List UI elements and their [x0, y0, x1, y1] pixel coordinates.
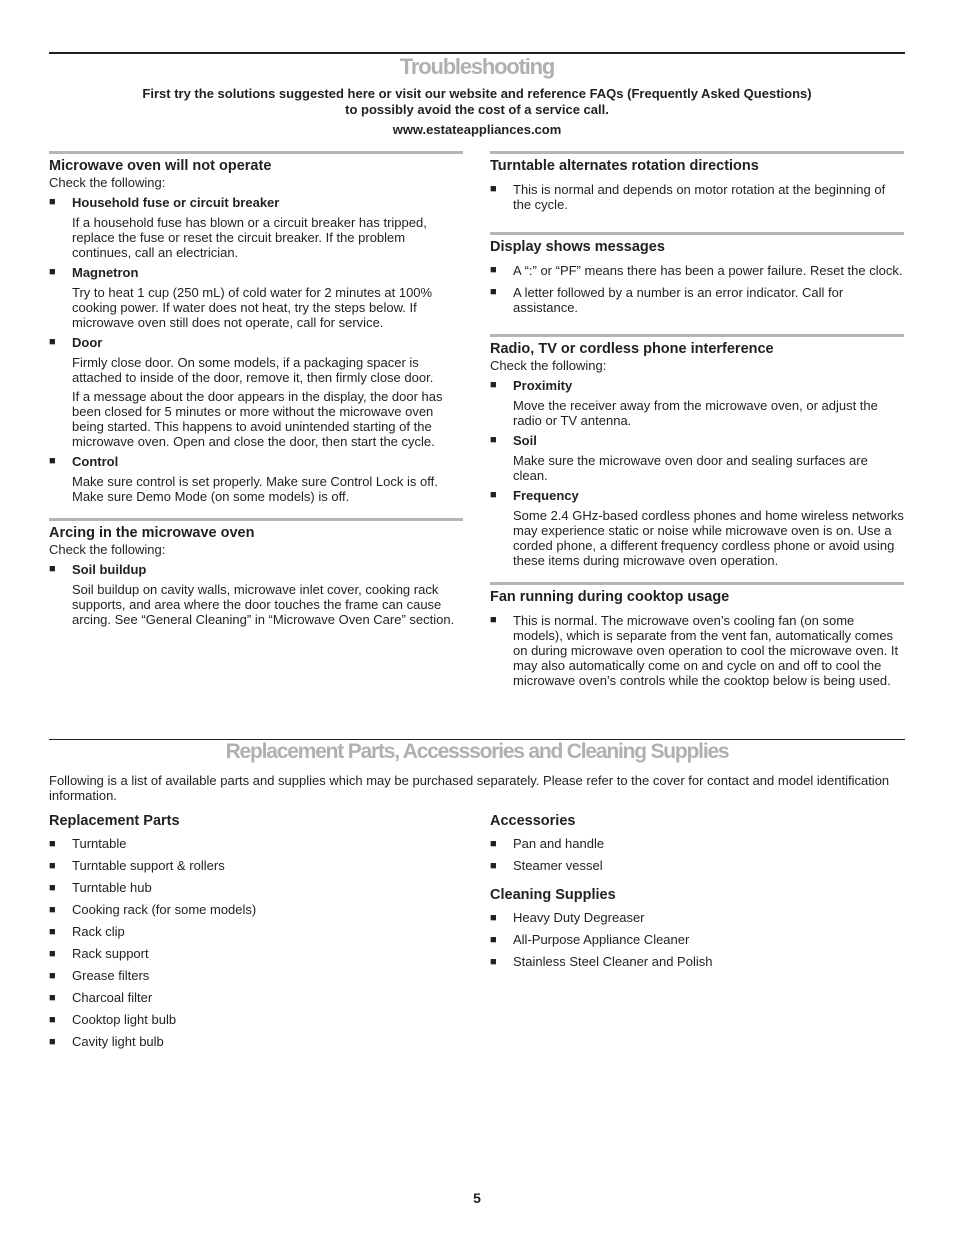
- replacement-parts-heading: Replacement Parts: [49, 813, 180, 829]
- item-text: A “:” or “PF” means there has been a power failure. Reset the clock.: [513, 263, 903, 278]
- bullet-icon: ■: [490, 934, 497, 946]
- item-title: Frequency: [513, 488, 579, 503]
- item-title: Soil: [513, 433, 537, 448]
- item-text: Turntable hub: [72, 880, 152, 895]
- troubleshooting-right-column: [490, 151, 904, 688]
- section-will-not-operate: [49, 151, 463, 504]
- bullet-icon: ■: [49, 266, 56, 278]
- item-body: Firmly close door. On some models, if a packaging spacer is attached to inside of the door, remove it, then firmly close door.: [72, 355, 434, 385]
- item-text: Stainless Steel Cleaner and Polish: [513, 954, 713, 969]
- page-number: 5: [473, 1190, 481, 1206]
- bullet-icon: ■: [49, 904, 56, 916]
- bullet-icon: ■: [49, 1014, 56, 1026]
- item-body: If a household fuse has blown or a circuit breaker has tripped, replace the fuse or reset the circuit breaker. If the problem continues, call an electrician.: [72, 215, 427, 260]
- item-text: Rack support: [72, 946, 149, 961]
- list-item: [49, 899, 463, 921]
- list-item: [49, 943, 463, 965]
- item-frequency: [490, 488, 904, 568]
- item-body: Make sure control is set properly. Make sure Control Lock is off. Make sure Demo Mode (on some models) is off.: [72, 474, 438, 504]
- item-door: [49, 335, 463, 449]
- bullet-icon: ■: [490, 860, 497, 872]
- check-the-following: Check the following:: [49, 175, 166, 190]
- troubleshooting-title: Troubleshooting: [399, 54, 555, 79]
- item-text: Turntable support & rollers: [72, 858, 225, 873]
- section-interference: [490, 334, 904, 568]
- replacement-parts-title: Replacement Parts, Accesssories and Cleaning Supplies: [225, 740, 729, 763]
- bullet-icon: ■: [49, 992, 56, 1004]
- item-text: This is normal and depends on motor rotation at the beginning of the cycle.: [513, 182, 886, 212]
- section-turntable-rotation: [490, 151, 904, 212]
- bullet-icon: ■: [49, 196, 56, 208]
- item-body-2: If a message about the door appears in the display, the door has been closed for 5 minutes or more without the microwave oven being started. This happens to avoid unintended starting of the microwave oven. Open and close the door, then start the cycle.: [72, 389, 443, 449]
- bullet-icon: ■: [490, 379, 497, 391]
- replacement-parts-column: [49, 812, 463, 1053]
- list-item: [490, 263, 904, 278]
- cleaning-supplies-list: [490, 907, 904, 973]
- replacement-parts-list: [49, 833, 463, 1053]
- bullet-icon: ■: [490, 489, 497, 501]
- list-item: [490, 613, 904, 688]
- bullet-icon: ■: [490, 614, 497, 626]
- item-title: Soil buildup: [72, 562, 147, 577]
- bullet-icon: ■: [49, 563, 56, 575]
- item-fuse-breaker: [49, 195, 463, 260]
- troubleshooting-intro-line-2: to possibly avoid the cost of a service call.: [345, 102, 609, 117]
- section-arcing: [49, 518, 463, 627]
- item-text: All-Purpose Appliance Cleaner: [513, 932, 690, 947]
- list-item: [49, 833, 463, 855]
- bullet-icon: ■: [490, 434, 497, 446]
- bullet-icon: ■: [490, 838, 497, 850]
- item-text: Charcoal filter: [72, 990, 153, 1005]
- bullet-icon: ■: [49, 926, 56, 938]
- section-fan-running: [490, 582, 904, 688]
- list-item: [490, 907, 904, 929]
- section-title: Radio, TV or cordless phone interference: [490, 341, 774, 357]
- accessories-heading: Accessories: [490, 813, 576, 829]
- item-text: Rack clip: [72, 924, 125, 939]
- item-title: Door: [72, 335, 103, 350]
- list-item: [49, 1009, 463, 1031]
- bullet-icon: ■: [49, 336, 56, 348]
- item-text: Cooking rack (for some models): [72, 902, 257, 917]
- item-text: Cooktop light bulb: [72, 1012, 177, 1027]
- troubleshooting-intro-line-1: First try the solutions suggested here or visit our website and reference FAQs (Frequently Asked Questions): [142, 86, 812, 101]
- bullet-icon: ■: [490, 912, 497, 924]
- bullet-icon: ■: [490, 956, 497, 968]
- accessories-cleaning-column: [490, 812, 904, 973]
- item-text: Cavity light bulb: [72, 1034, 164, 1049]
- item-magnetron: [49, 265, 463, 330]
- item-body: Soil buildup on cavity walls, microwave inlet cover, cooking rack supports, and area where the door touches the frame can cause arcing. See “General Cleaning” in “Microwave Oven Care” section.: [72, 582, 455, 627]
- item-title: Control: [72, 454, 119, 469]
- list-item: [490, 855, 904, 877]
- bullet-icon: ■: [49, 860, 56, 872]
- item-body: Move the receiver away from the microwave oven, or adjust the radio or TV antenna.: [513, 398, 878, 428]
- item-control: [49, 454, 463, 504]
- item-text: Pan and handle: [513, 836, 605, 851]
- section-title: Turntable alternates rotation directions: [490, 158, 759, 174]
- list-item: [49, 987, 463, 1009]
- bullet-icon: ■: [49, 948, 56, 960]
- bullet-icon: ■: [49, 1036, 56, 1048]
- website-url: www.estateappliances.com: [392, 122, 562, 137]
- list-item: [490, 929, 904, 951]
- item-body: Make sure the microwave oven door and sealing surfaces are clean.: [513, 453, 868, 483]
- list-item: [49, 855, 463, 877]
- bullet-icon: ■: [49, 882, 56, 894]
- item-title: Household fuse or circuit breaker: [72, 195, 280, 210]
- list-item: [49, 965, 463, 987]
- list-item: [490, 833, 904, 855]
- item-title: Magnetron: [72, 265, 139, 280]
- item-text: This is normal. The microwave oven’s cooling fan (on some models), which is separate from the vent fan, automatically comes on during microwave oven operation to cool the microwave oven. It may also automatically come on and cycle on and off to cool the microwave oven’s controls while the cooktop below is being used.: [513, 613, 899, 688]
- list-item: [490, 182, 904, 212]
- item-text: Grease filters: [72, 968, 150, 983]
- troubleshooting-left-column: [49, 151, 463, 631]
- item-soil: [490, 433, 904, 483]
- bullet-icon: ■: [490, 183, 497, 195]
- section-title: Fan running during cooktop usage: [490, 589, 730, 605]
- check-the-following: Check the following:: [490, 358, 607, 373]
- section-title: Arcing in the microwave oven: [49, 525, 255, 541]
- list-item: [490, 285, 904, 315]
- list-item: [49, 1031, 463, 1053]
- list-item: [49, 877, 463, 899]
- accessories-list: [490, 833, 904, 877]
- cleaning-supplies-heading: Cleaning Supplies: [490, 887, 616, 903]
- item-body: Some 2.4 GHz-based cordless phones and home wireless networks may experience static or noise while microwave oven is on. Use a corded phone, a different frequency cordless phone or avoid using these items during microwave oven operation.: [513, 508, 904, 568]
- replacement-intro: Following is a list of available parts and supplies which may be purchased separately. Please refer to the cover for contact and model identification information.: [49, 773, 890, 803]
- section-title: Microwave oven will not operate: [49, 158, 272, 174]
- list-item: [490, 951, 904, 973]
- bullet-icon: ■: [490, 286, 497, 298]
- item-proximity: [490, 378, 904, 428]
- check-the-following: Check the following:: [49, 542, 166, 557]
- item-text: Steamer vessel: [513, 858, 603, 873]
- item-text: A letter followed by a number is an error indicator. Call for assistance.: [513, 285, 844, 315]
- item-body: Try to heat 1 cup (250 mL) of cold water for 2 minutes at 100% cooking power. If water does not heat, try the steps below. If microwave oven still does not operate, call for service.: [72, 285, 433, 330]
- list-item: [49, 921, 463, 943]
- section-title: Display shows messages: [490, 239, 665, 255]
- item-text: Heavy Duty Degreaser: [513, 910, 645, 925]
- item-title: Proximity: [513, 378, 573, 393]
- bullet-icon: ■: [49, 838, 56, 850]
- item-text: Turntable: [72, 836, 127, 851]
- bullet-icon: ■: [49, 455, 56, 467]
- bullet-icon: ■: [490, 264, 497, 276]
- bullet-icon: ■: [49, 970, 56, 982]
- item-soil-buildup: [49, 562, 463, 627]
- section-display-messages: [490, 232, 904, 315]
